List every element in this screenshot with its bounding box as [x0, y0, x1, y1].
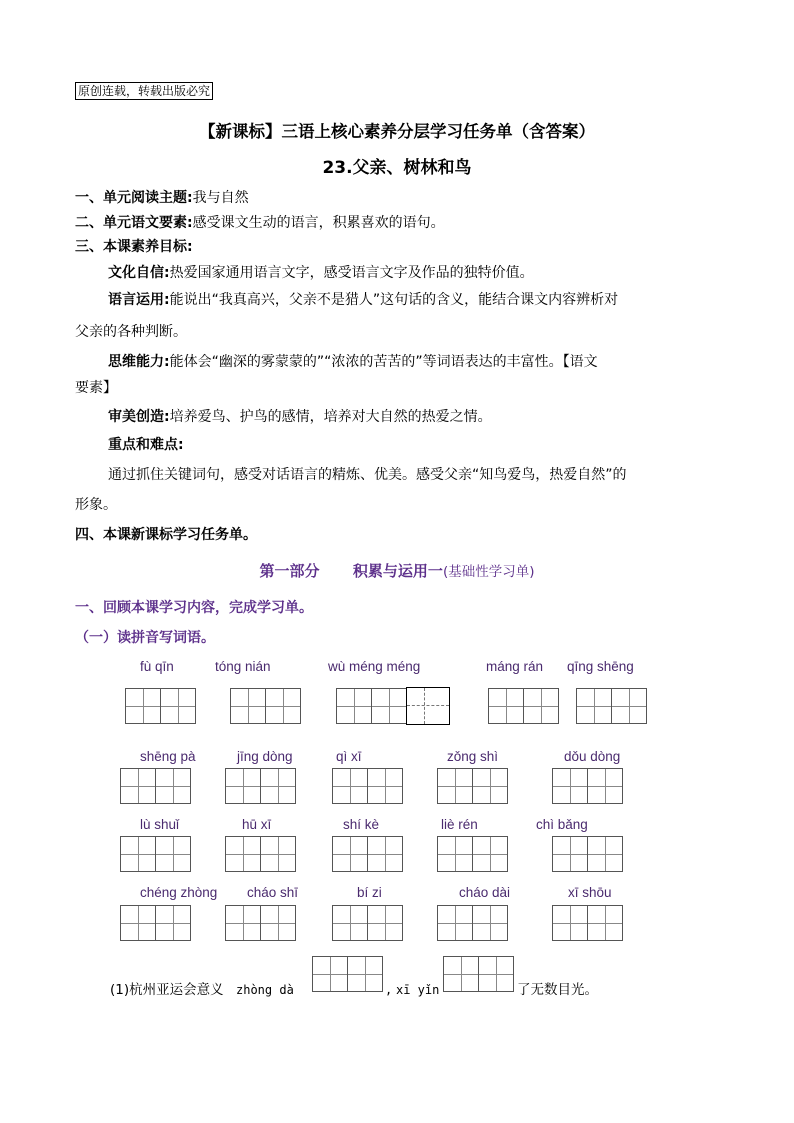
pinyin-3-2: hū xī: [242, 817, 272, 832]
part-name: 积累与运用一: [352, 562, 443, 580]
pinyin-1-2: tóng nián: [215, 659, 271, 674]
pinyin-4-4: cháo dài: [459, 885, 511, 900]
answer-box-4-3[interactable]: [332, 905, 402, 941]
answer-box-3-2[interactable]: [225, 836, 295, 872]
pinyin-2-1: shēng pà: [140, 749, 196, 764]
goal-thinking: [108, 352, 598, 372]
pinyin-2-3: qì xī: [336, 749, 362, 764]
question-1-box-1[interactable]: [312, 956, 382, 992]
pinyin-3-1: lù shuǐ: [140, 817, 180, 832]
answer-box-1-5[interactable]: [576, 688, 646, 724]
lesson-title: 23.父亲、树林和鸟: [322, 158, 472, 178]
pinyin-2-5: dǒu dòng: [564, 749, 621, 764]
page-title: 【新课标】三语上核心素养分层学习任务单（含答案）: [199, 122, 595, 141]
answer-box-2-5[interactable]: [552, 768, 622, 804]
key-points-text-1: 通过抓住关键词句，感受对话语言的精炼、优美。感受父亲“知鸟爱鸟，热爱自然”的: [108, 467, 627, 483]
task-1-subheading: （一）读拼音写词语。: [75, 630, 215, 646]
section-2: [75, 213, 445, 233]
goal-thinking-text-2: 要素】: [75, 380, 117, 396]
answer-box-3-5[interactable]: [552, 836, 622, 872]
task-1-heading: 一、回顾本课学习内容，完成学习单。: [75, 600, 313, 616]
key-points-label: 重点和难点:: [108, 437, 184, 453]
section-4-label: 四、本课新课标学习任务单。: [75, 527, 257, 543]
answer-box-4-4[interactable]: [437, 905, 507, 941]
question-1-prefix: (1)杭州亚运会意义: [110, 982, 224, 998]
answer-box-2-2[interactable]: [225, 768, 295, 804]
answer-box-1-3[interactable]: [336, 688, 449, 725]
section-2-text: 感受课文生动的语言，积累喜欢的语句。: [192, 215, 445, 231]
pinyin-2-2: jīng dòng: [237, 749, 293, 764]
part-heading: [0, 560, 794, 581]
goal-language-text-2: 父亲的各种判断。: [75, 324, 187, 340]
question-1-pinyin-1: zhòng dà: [236, 983, 294, 997]
answer-box-3-1[interactable]: [120, 836, 190, 872]
copyright-tag: 原创连载，转载出版必究: [75, 82, 213, 100]
answer-box-1-4[interactable]: [488, 688, 558, 724]
goal-aesthetic-text: 培养爱鸟、护鸟的感情，培养对大自然的热爱之情。: [169, 409, 492, 425]
goal-language-label: 语言运用:: [108, 292, 170, 308]
answer-box-1-1[interactable]: [125, 688, 195, 724]
goal-culture: [108, 263, 534, 283]
pinyin-1-3: wù méng méng: [328, 659, 421, 674]
pinyin-4-1: chéng zhòng: [140, 885, 218, 900]
answer-box-3-4[interactable]: [437, 836, 507, 872]
answer-box-1-2[interactable]: [230, 688, 300, 724]
part-title: 第一部分: [259, 562, 320, 580]
key-points-text-2: 形象。: [75, 497, 117, 513]
goal-thinking-label: 思维能力:: [108, 354, 170, 370]
pinyin-1-1: fù qīn: [140, 659, 174, 674]
goal-aesthetic-label: 审美创造:: [108, 409, 170, 425]
question-1-pinyin-2: xī yǐn: [396, 983, 440, 997]
answer-box-2-4[interactable]: [437, 768, 507, 804]
pinyin-3-5: chì bǎng: [536, 817, 588, 832]
section-1-text: 我与自然: [192, 190, 249, 206]
section-1-label: 一、单元阅读主题:: [75, 190, 193, 206]
goal-thinking-text-1: 能体会“幽深的雾蒙蒙的”“浓浓的苦苦的”等词语表达的丰富性。【语文: [169, 354, 598, 370]
pinyin-1-5: qīng shēng: [567, 659, 634, 674]
answer-box-4-1[interactable]: [120, 905, 190, 941]
pinyin-2-4: zǒng shì: [447, 749, 499, 764]
answer-box-3-3[interactable]: [332, 836, 402, 872]
goal-culture-label: 文化自信:: [108, 265, 170, 281]
question-1-suffix: 了无数目光。: [517, 982, 598, 998]
answer-box-2-1[interactable]: [120, 768, 190, 804]
pinyin-4-3: bí zi: [357, 885, 382, 900]
pinyin-3-4: liè rén: [441, 817, 478, 832]
section-1: [75, 188, 249, 208]
pinyin-3-3: shí kè: [343, 817, 380, 832]
goal-culture-text: 热爱国家通用语言文字，感受语言文字及作品的独特价值。: [169, 265, 534, 281]
goal-aesthetic: [108, 407, 492, 427]
answer-box-2-3[interactable]: [332, 768, 402, 804]
answer-box-4-2[interactable]: [225, 905, 295, 941]
section-3-label: 三、本课素养目标:: [75, 239, 193, 255]
section-2-label: 二、单元语文要素:: [75, 215, 193, 231]
answer-box-4-5[interactable]: [552, 905, 622, 941]
pinyin-4-5: xī shōu: [568, 885, 612, 900]
pinyin-4-2: cháo shī: [247, 885, 299, 900]
goal-language: [108, 290, 618, 310]
part-note: (基础性学习单): [442, 564, 535, 580]
pinyin-1-4: máng rán: [486, 659, 544, 674]
question-1-box-2[interactable]: [443, 956, 513, 992]
goal-language-text-1: 能说出“我真高兴，父亲不是猎人”这句话的含义，能结合课文内容辨析对: [169, 292, 619, 308]
question-1-comma: ,: [385, 983, 393, 997]
